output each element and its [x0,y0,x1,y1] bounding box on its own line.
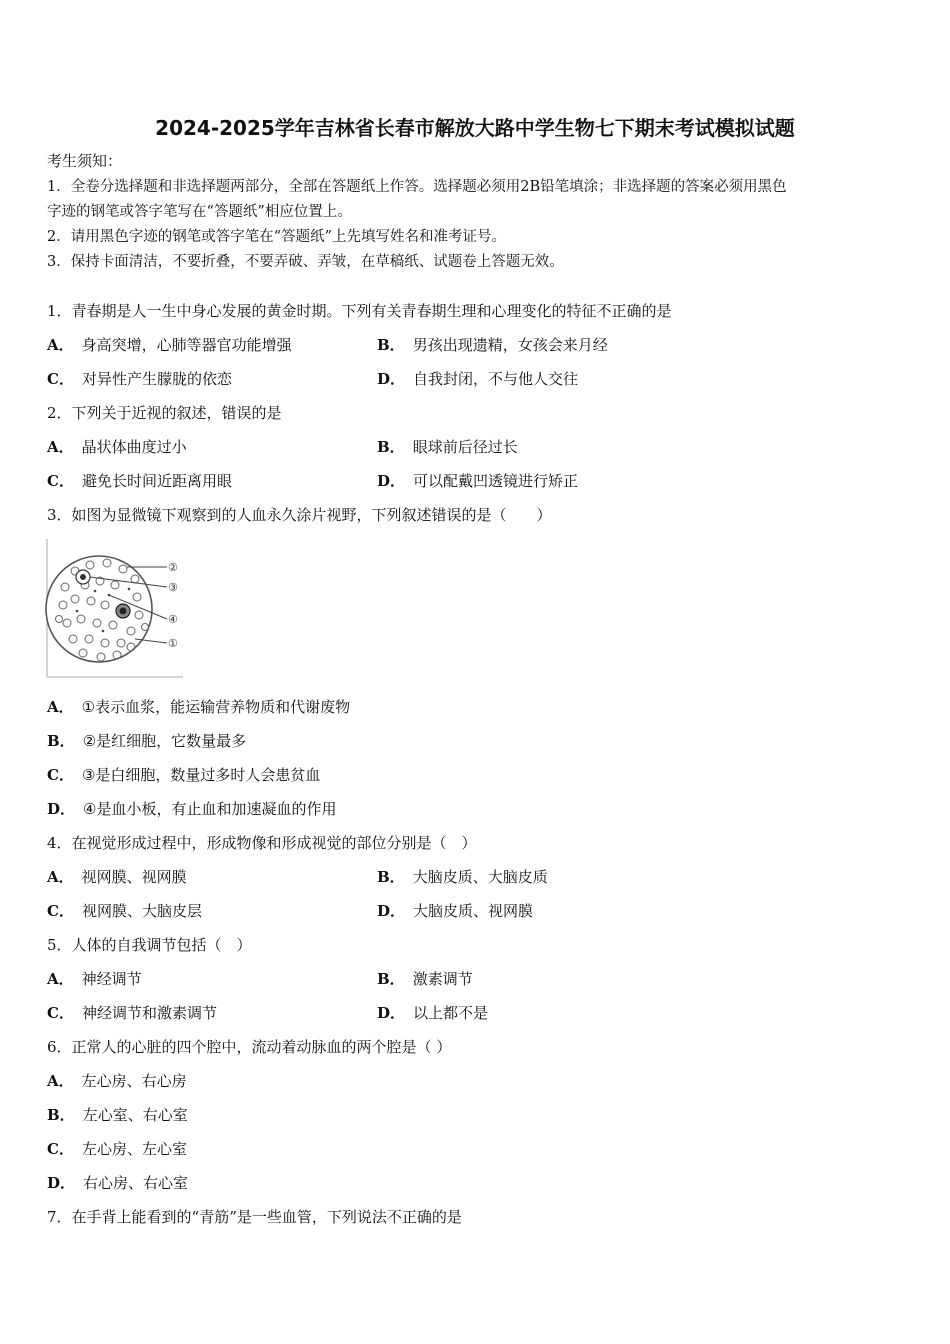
option-label: B． [377,336,405,354]
page-title: 2024-2025学年吉林省长春市解放大路中学生物七下期末考试模拟试题 [155,116,795,140]
option-text: 大脑皮质、大脑皮质 [412,868,548,886]
option-text: ①表示血浆，能运输营养物质和代谢废物 [81,698,351,716]
q2-option-b[interactable] [377,438,518,456]
figure-label-3: ③ [168,581,178,594]
q4-option-d[interactable] [377,902,533,920]
option-text: 避免长时间近距离用眼 [81,472,232,490]
option-label: C． [47,370,74,388]
option-text: 对异性产生朦胧的依恋 [81,370,232,388]
option-text: 男孩出现遗精，女孩会来月经 [412,336,608,354]
option-text: 晶状体曲度过小 [81,438,187,456]
option-label: B． [377,438,405,456]
q2-option-a[interactable] [47,438,187,456]
blood-smear-figure [45,539,185,679]
option-label: A． [47,1072,74,1090]
notes-line-1-cont: 字迹的钢笔或答字笔写在“答题纸”相应位置上。 [47,204,352,220]
figure-label-2: ② [168,561,178,574]
option-label: B． [47,732,75,750]
option-text: 左心房、左心室 [81,1140,187,1158]
question-4-stem: 4．在视觉形成过程中，形成物像和形成视觉的部位分别是（ ） [47,834,477,852]
option-text: 视网膜、大脑皮层 [81,902,202,920]
q6-option-a[interactable] [47,1072,187,1090]
option-text: 视网膜、视网膜 [81,868,187,886]
option-label: A． [47,438,74,456]
q3-option-b[interactable] [47,732,246,750]
option-label: D． [47,800,76,818]
option-label: A． [47,698,74,716]
q2-option-d[interactable] [377,472,578,490]
question-2-stem: 2．下列关于近视的叙述，错误的是 [47,404,282,422]
q1-option-a[interactable] [47,336,292,354]
option-text: ②是红细胞，它数量最多 [82,732,247,750]
option-label: A． [47,336,74,354]
notes-line-1: 1．全卷分选择题和非选择题两部分，全部在答题纸上作答。选择题必须用2B铅笔填涂；非选择题的答案必须用黑色 [47,179,787,195]
q4-option-c[interactable] [47,902,202,920]
option-text: 激素调节 [412,970,473,988]
option-text: 神经调节 [81,970,142,988]
notes-line-2: 2．请用黑色字迹的钢笔或答字笔在“答题纸”上先填写姓名和准考证号。 [47,229,507,245]
option-label: C． [47,1140,74,1158]
option-label: A． [47,970,74,988]
option-text: 自我封闭，不与他人交往 [413,370,579,388]
option-text: 眼球前后径过长 [412,438,518,456]
option-label: C． [47,1004,74,1022]
notes-line-3: 3．保持卡面清洁，不要折叠，不要弄破、弄皱，在草稿纸、试题卷上答题无效。 [47,254,564,270]
option-text: 左心房、右心房 [81,1072,187,1090]
q1-option-c[interactable] [47,370,232,388]
question-5-stem: 5．人体的自我调节包括（ ） [47,936,252,954]
option-label: D． [377,472,406,490]
q5-option-c[interactable] [47,1004,217,1022]
option-text: 以上都不是 [413,1004,489,1022]
q3-option-d[interactable] [47,800,336,818]
notes-heading: 考生须知： [47,152,123,170]
q6-option-d[interactable] [47,1174,188,1192]
option-text: 右心房、右心室 [83,1174,189,1192]
option-label: A． [47,868,74,886]
option-label: D． [47,1174,76,1192]
option-label: B． [47,1106,75,1124]
question-7-stem: 7．在手背上能看到的“青筋”是一些血管，下列说法不正确的是 [47,1208,462,1226]
option-text: ④是血小板，有止血和加速凝血的作用 [83,800,337,818]
q5-option-a[interactable] [47,970,142,988]
option-label: D． [377,370,406,388]
option-text: 左心室、右心室 [82,1106,188,1124]
q3-option-c[interactable] [47,766,320,784]
option-label: C． [47,472,74,490]
option-label: C． [47,766,74,784]
option-label: C． [47,902,74,920]
option-label: B． [377,970,405,988]
figure-label-4: ④ [168,613,178,626]
q6-option-b[interactable] [47,1106,188,1124]
option-text: 大脑皮质、视网膜 [413,902,534,920]
q1-option-d[interactable] [377,370,578,388]
option-text: ③是白细胞，数量过多时人会患贫血 [81,766,321,784]
question-6-stem: 6．正常人的心脏的四个腔中，流动着动脉血的两个腔是（ ） [47,1038,452,1056]
option-label: D． [377,902,406,920]
q1-option-b[interactable] [377,336,608,354]
option-text: 身高突增，心肺等器官功能增强 [81,336,292,354]
q3-option-a[interactable] [47,698,350,716]
option-text: 神经调节和激素调节 [81,1004,217,1022]
question-1-stem: 1．青春期是人一生中身心发展的黄金时期。下列有关青春期生理和心理变化的特征不正确的是 [47,302,672,320]
q4-option-a[interactable] [47,868,187,886]
option-label: D． [377,1004,406,1022]
q5-option-b[interactable] [377,970,473,988]
q4-option-b[interactable] [377,868,548,886]
q2-option-c[interactable] [47,472,232,490]
q5-option-d[interactable] [377,1004,488,1022]
question-3-stem: 3．如图为显微镜下观察到的人血永久涂片视野，下列叙述错误的是（ ） [47,506,552,524]
option-label: B． [377,868,405,886]
figure-label-1: ① [168,637,178,650]
q6-option-c[interactable] [47,1140,187,1158]
option-text: 可以配戴凹透镜进行矫正 [413,472,579,490]
